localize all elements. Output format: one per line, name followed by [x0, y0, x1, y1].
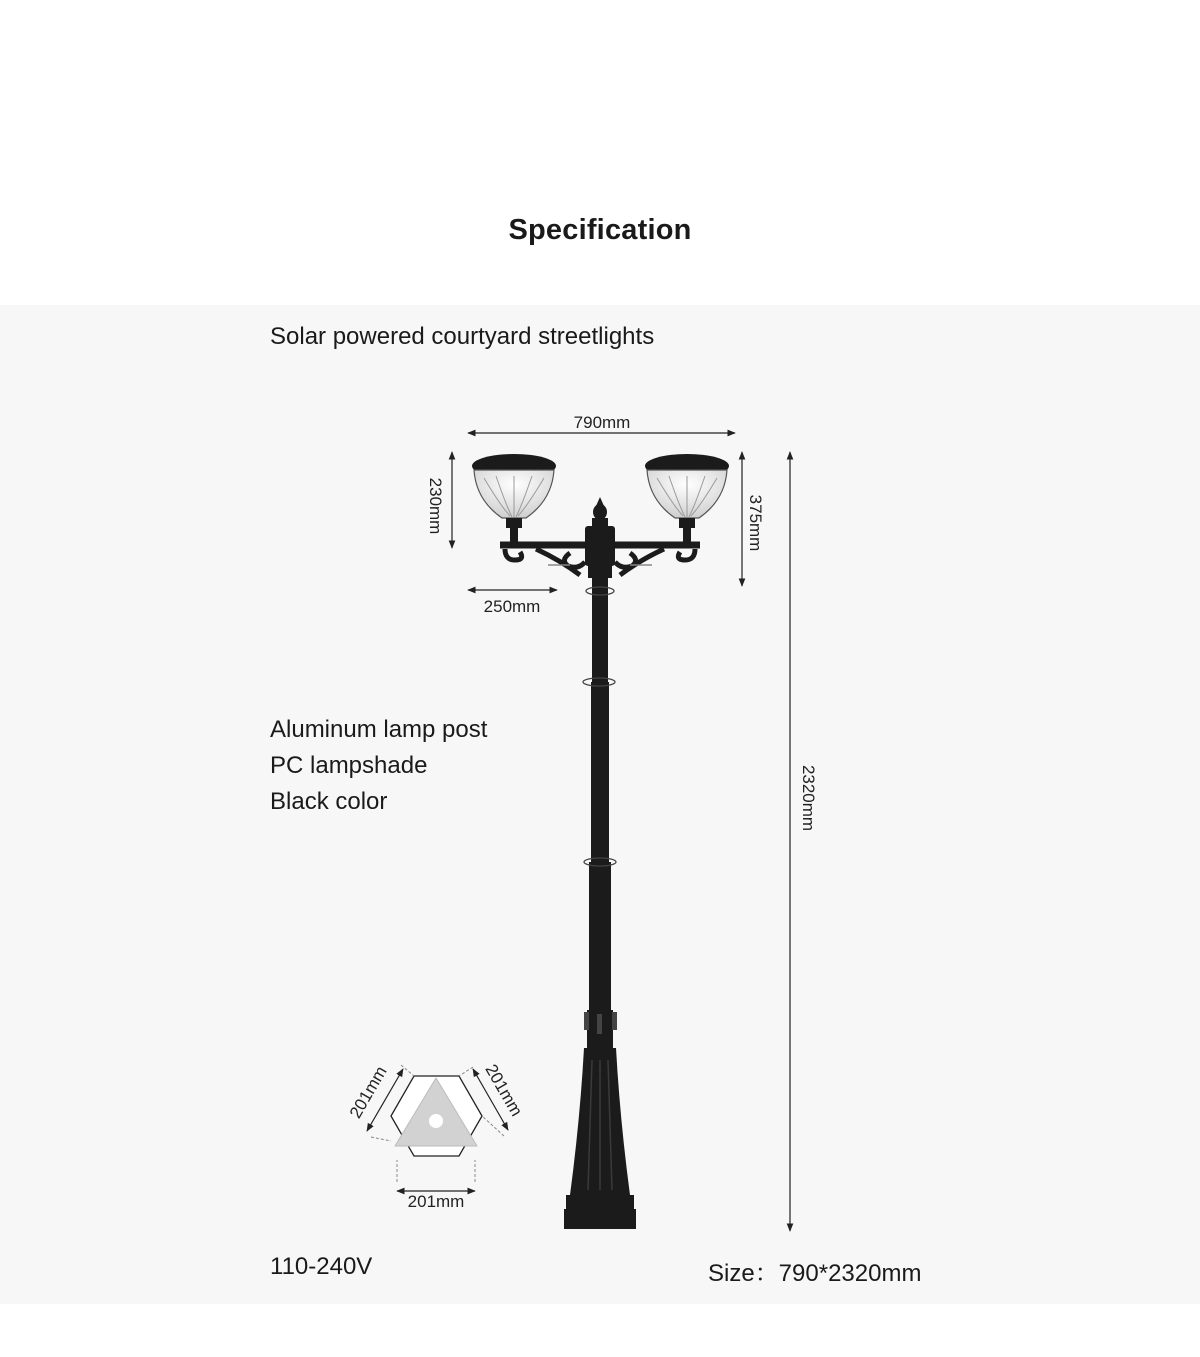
dim-total-height-label: 2320mm	[799, 764, 818, 832]
size-spec: Size：790*2320mm	[708, 1260, 922, 1287]
dim-base-side-right-label: 201mm	[481, 1060, 527, 1120]
post-base	[564, 1048, 636, 1229]
dim-width-label: 790mm	[573, 413, 631, 432]
dim-base-side-left-label: 201mm	[345, 1062, 391, 1122]
feature-lampshade: PC lampshade	[270, 752, 428, 779]
lamp-head-left	[472, 454, 556, 542]
dim-arm-length-label: 250mm	[483, 597, 541, 616]
product-subtitle: Solar powered courtyard streetlights	[270, 323, 655, 350]
page-title: Specification	[508, 214, 692, 246]
dim-head-height-label: 375mm	[746, 494, 765, 552]
base-plate-diagram	[371, 1065, 504, 1182]
dim-base-side-bottom-label: 201mm	[407, 1192, 465, 1211]
lamp-head-right	[645, 454, 729, 542]
voltage-spec: 110-240V	[270, 1253, 373, 1280]
feature-color: Black color	[270, 788, 388, 815]
dim-lamp-height-label: 230mm	[426, 477, 445, 535]
post-pole	[583, 587, 617, 1048]
feature-material: Aluminum lamp post	[270, 716, 488, 743]
post-finial	[585, 497, 615, 592]
